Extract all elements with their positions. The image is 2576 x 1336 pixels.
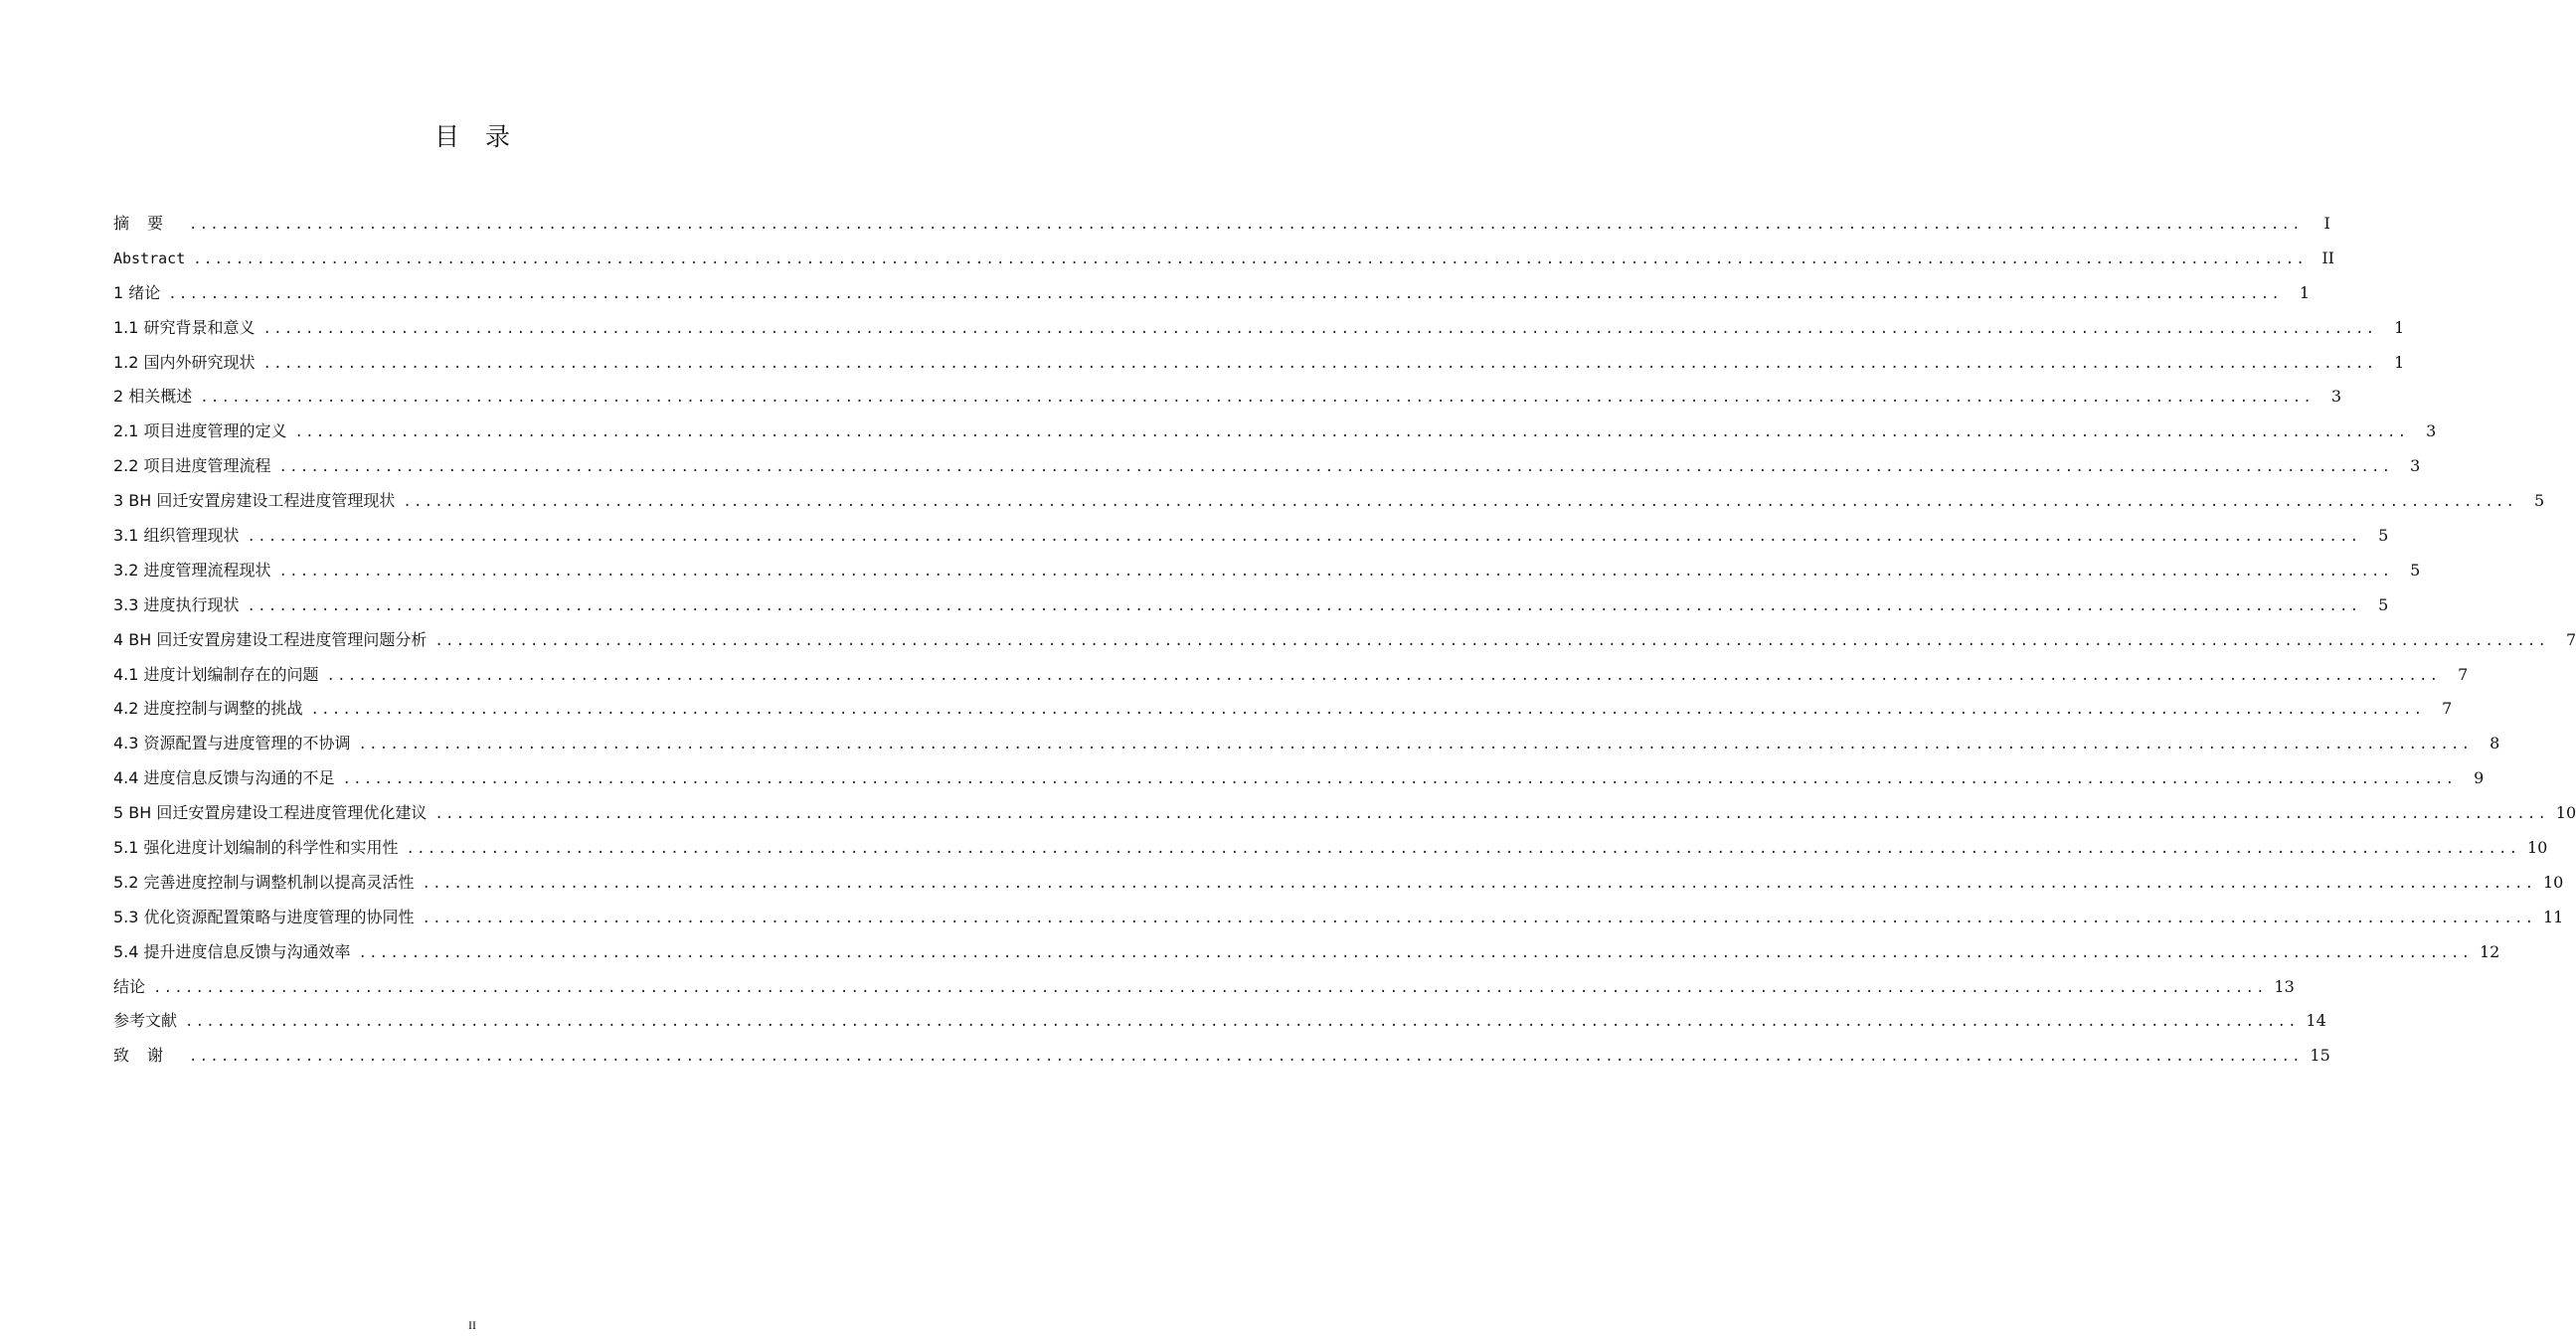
toc-entry-conclusion[interactable]	[113, 970, 2295, 1005]
toc-entry-page: 5	[2378, 526, 2389, 546]
toc-entry-label: 4 BH 回迁安置房建设工程进度管理问题分析	[113, 629, 428, 649]
toc-entry-section-1-1[interactable]	[113, 311, 2405, 346]
toc-entry-chapter-2[interactable]	[113, 380, 2342, 415]
toc-leader-dots: ........................................................................................................................................................................................................	[168, 285, 2283, 302]
toc-entry-label: 4.3 资源配置与进度管理的不协调	[113, 734, 351, 753]
toc-entry-abstract-cn[interactable]	[113, 207, 2330, 242]
toc-entry-chapter-3[interactable]	[113, 484, 2545, 519]
toc-entry-page: 7	[2565, 629, 2576, 649]
toc-leader-dots: ........................................................................................................................................................................................................	[422, 910, 2536, 926]
toc-entry-section-3-1[interactable]	[113, 519, 2389, 554]
toc-entry-label: 3 BH 回迁安置房建设工程进度管理现状	[113, 491, 396, 511]
toc-leader-dots: ........................................................................................................................................................................................................	[153, 979, 2267, 996]
toc-entry-label: 5.3 优化资源配置策略与进度管理的协同性	[113, 907, 415, 926]
toc-entry-label: 1.1 研究背景和意义	[113, 317, 256, 337]
toc-entry-section-5-2[interactable]	[113, 866, 2564, 901]
toc-leader-dots: ........................................................................................................................................................................................................	[185, 1014, 2299, 1031]
toc-entry-section-5-1[interactable]	[113, 831, 2548, 866]
toc-leader-dots: ........................................................................................................................................................................................................	[262, 320, 2377, 337]
toc-entry-label: 2.1 项目进度管理的定义	[113, 421, 287, 441]
toc-leader-dots: ........................................................................................................................................................................................................	[247, 597, 2361, 614]
toc-entry-label: 5 BH 回迁安置房建设工程进度管理优化建议	[113, 803, 428, 823]
toc-entry-page: 10	[2526, 838, 2548, 858]
toc-leader-dots: ........................................................................................................................................................................................................	[358, 944, 2473, 961]
toc-entry-label: 3.2 进度管理流程现状	[113, 560, 271, 580]
toc-entry-section-5-4[interactable]	[113, 935, 2500, 970]
toc-leader-dots: ........................................................................................................................................................................................................	[262, 355, 2377, 372]
toc-entry-label: 3.1 组织管理现状	[113, 526, 240, 546]
toc-entry-page: 1	[2394, 317, 2405, 337]
toc-entry-section-3-2[interactable]	[113, 554, 2421, 588]
toc-entry-page: II	[2321, 248, 2334, 267]
toc-entry-page: 10	[2542, 872, 2564, 892]
toc-entry-page: 12	[2479, 941, 2500, 961]
toc-entry-label: 结论	[113, 976, 146, 996]
toc-leader-dots: ........................................................................................................................................................................................................	[247, 529, 2361, 546]
toc-entry-references[interactable]	[113, 1004, 2326, 1039]
toc-leader-dots: ........................................................................................................................................................................................................	[358, 737, 2473, 753]
toc-entry-section-2-1[interactable]	[113, 415, 2437, 449]
toc-entry-label: 4.4 进度信息反馈与沟通的不足	[113, 768, 335, 788]
toc-entry-label: 2 相关概述	[113, 387, 193, 407]
toc-entry-page: 5	[2533, 491, 2545, 511]
toc-entry-page: 13	[2274, 976, 2295, 996]
toc-entry-page: 5	[2378, 594, 2389, 614]
toc-entry-label: 4.1 进度计划编制存在的问题	[113, 664, 319, 684]
toc-leader-dots: ........................................................................................................................................................................................................	[403, 494, 2517, 511]
toc-leader-dots: ........................................................................................................................................................................................................	[278, 563, 2393, 580]
toc-entry-label: 3.3 进度执行现状	[113, 594, 240, 614]
toc-entry-section-4-4[interactable]	[113, 761, 2485, 796]
toc-leader-dots: ........................................................................................................................................................................................................	[200, 390, 2315, 407]
toc-entry-page: 3	[2330, 387, 2342, 407]
toc-entry-section-4-2[interactable]	[113, 692, 2453, 727]
toc-entry-section-1-2[interactable]	[113, 346, 2405, 381]
toc-leader-dots: ........................................................................................................................................................................................................	[278, 459, 2393, 476]
toc-entry-page: 7	[2458, 664, 2469, 684]
toc-leader-dots: ........................................................................................................................................................................................................	[406, 841, 2520, 858]
toc-leader-dots: ........................................................................................................................................................................................................	[434, 806, 2549, 823]
toc-entry-section-4-3[interactable]	[113, 727, 2500, 761]
toc-leader-dots: ........................................................................................................................................................................................................	[189, 1049, 2303, 1066]
toc-entry-page: 3	[2410, 456, 2421, 476]
toc-entry-page: 8	[2490, 734, 2500, 753]
toc-leader-dots: ........................................................................................................................................................................................................	[294, 424, 2409, 441]
toc-entry-page: 1	[2299, 282, 2311, 302]
toc-entry-section-3-3[interactable]	[113, 588, 2389, 623]
toc-entry-section-5-3[interactable]	[113, 901, 2564, 935]
footer-page-number: II	[468, 1318, 476, 1332]
toc-entry-label: 1 绪论	[113, 282, 161, 302]
page-title: 目录	[433, 122, 536, 151]
toc-entry-label: 致谢	[113, 1046, 182, 1066]
toc-leader-dots: ........................................................................................................................................................................................................	[189, 217, 2303, 233]
toc-entry-chapter-1[interactable]	[113, 276, 2311, 311]
toc-entry-page: 3	[2426, 421, 2437, 441]
toc-entry-page: I	[2323, 214, 2330, 233]
toc-entry-page: 5	[2410, 560, 2421, 580]
toc-entry-label: 摘要	[113, 214, 182, 233]
toc-entry-section-4-1[interactable]	[113, 658, 2469, 693]
toc-leader-dots: ........................................................................................................................................................................................................	[310, 702, 2425, 719]
toc-entry-label: 5.4 提升进度信息反馈与沟通效率	[113, 941, 351, 961]
toc-entry-label: 参考文献	[113, 1011, 178, 1031]
toc-leader-dots: ........................................................................................................................................................................................................	[193, 250, 2307, 267]
toc-leader-dots: ........................................................................................................................................................................................................	[434, 632, 2549, 649]
toc-leader-dots: ........................................................................................................................................................................................................	[342, 771, 2457, 788]
toc-leader-dots: ........................................................................................................................................................................................................	[422, 875, 2536, 892]
toc-entry-page: 9	[2474, 768, 2485, 788]
toc-entry-label: 5.1 强化进度计划编制的科学性和实用性	[113, 838, 399, 858]
toc-entry-label: 2.2 项目进度管理流程	[113, 456, 271, 476]
toc-entry-label: 1.2 国内外研究现状	[113, 352, 256, 372]
toc-entry-chapter-5[interactable]	[113, 796, 2576, 831]
toc-entry-abstract-en[interactable]	[113, 242, 2334, 276]
toc-entry-page: 15	[2310, 1046, 2330, 1066]
toc-entry-label: Abstract	[113, 249, 186, 267]
toc-entry-page: 10	[2555, 803, 2576, 823]
toc-entry-chapter-4[interactable]	[113, 623, 2576, 658]
toc-entry-section-2-2[interactable]	[113, 449, 2421, 484]
table-of-contents	[113, 207, 2576, 1074]
toc-entry-page: 14	[2306, 1011, 2326, 1031]
toc-entry-acknowledgements[interactable]	[113, 1039, 2330, 1074]
toc-entry-page: 11	[2542, 907, 2564, 926]
toc-leader-dots: ........................................................................................................................................................................................................	[326, 667, 2441, 684]
toc-entry-label: 5.2 完善进度控制与调整机制以提高灵活性	[113, 872, 415, 892]
toc-entry-page: 7	[2442, 699, 2453, 719]
toc-entry-label: 4.2 进度控制与调整的挑战	[113, 699, 303, 719]
toc-entry-page: 1	[2394, 352, 2405, 372]
